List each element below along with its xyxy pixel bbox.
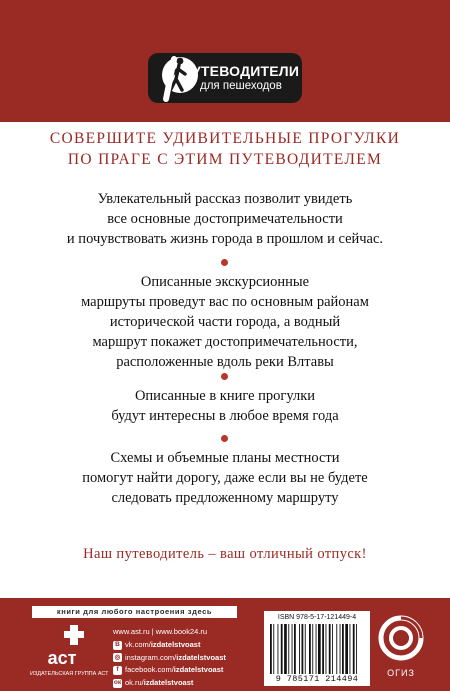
barcode-bar [278,624,279,674]
publisher-links [113,626,226,690]
social-link-vk[interactable] [113,639,226,652]
social-handle: izdatelstvoast [143,678,194,688]
facebook-icon: f [113,666,122,675]
barcode-bar [350,624,351,674]
barcode-bar [312,624,313,674]
paragraph-line: и почувствовать жизнь города в прошлом и сейчас. [66,231,384,247]
series-subtitle: для пешеходов [200,80,282,92]
barcode-bar [292,624,293,674]
social-handle: izdatelstvoast [150,639,201,649]
barcode-bar [340,624,341,674]
paragraph-line: Описанные экскурсионные [140,274,310,290]
paragraph-line: будут интересны в любое время года [111,408,339,424]
barcode-bar [318,624,321,674]
barcode-bar [326,624,327,674]
paragraph-line: маршруты проведут вас по основным районам [81,294,369,310]
barcode-bar [332,624,333,674]
barcode-box [264,611,370,686]
barcode-bar [284,624,287,674]
barcode-bar [316,624,317,674]
headline-line: ПО ПРАГЕ С ЭТИМ ПУТЕВОДИТЕЛЕМ [67,151,383,168]
bullet-dot [221,373,228,380]
sites-link[interactable] [113,626,226,639]
social-link-ok[interactable] [113,677,226,690]
sites-text: www.ast.ru | www.book24.ru [113,627,208,636]
ogiz-logo [378,615,424,661]
series-logo [148,53,302,103]
paragraph-line: помогут найти дорогу, даже если вы не будете [82,470,368,486]
description-paragraph [0,386,450,426]
social-prefix: instagram.com/ [125,652,177,662]
imprint-name: ОГИЗ [387,668,415,678]
barcode-bar [273,624,274,674]
paragraph-line: Увлекательный рассказ позволит увидеть [97,191,353,207]
social-prefix: facebook.com/ [125,665,174,675]
paragraph-line: Схемы и объемные планы местности [110,450,340,466]
barcode-bar [309,624,311,674]
ast-logo-text: аст [47,648,77,667]
description-paragraph [0,272,450,372]
description-paragraph [0,189,450,249]
headline-line: СОВЕРШИТЕ УДИВИТЕЛЬНЫЕ ПРОГУЛКИ [49,130,401,147]
social-link-instagram[interactable] [113,652,226,665]
paragraph-line: Описанные в книге прогулки [134,388,316,404]
social-prefix: vk.com/ [125,639,151,649]
barcode-bar [329,624,331,674]
series-title: УТЕВОДИТЕЛИ [192,63,300,79]
paragraph-line: следовать предложенному маршруту [111,490,339,506]
isbn-text: ISBN 978-5-17-121449-4 [277,614,357,621]
social-prefix: ok.ru/ [125,678,144,688]
barcode-bar [288,624,289,674]
barcode-bar [299,624,300,674]
headline [0,128,450,170]
barcode-bar [294,624,296,674]
paragraph-line: маршрут покажет достопримечательности, [92,334,358,350]
paragraph-line: исторической части города, а водный [109,314,341,330]
social-handle: izdatelstvoast [176,652,226,662]
paragraph-line: расположенные вдоль реки Влтавы [116,354,334,370]
barcode-bar [336,624,337,674]
instagram-icon: ◎ [114,653,121,661]
paragraph-line: все основные достопримечательности [107,211,343,227]
publisher-name: ИЗДАТЕЛЬСКАЯ ГРУППА АСТ [30,671,109,677]
ean-number: 9 785171 214494 [275,674,359,684]
social-link-facebook[interactable] [113,664,226,677]
social-handle: izdatelstvoast [173,665,224,675]
barcode-bar [356,624,357,674]
barcode-bar [342,624,344,674]
barcode-bar [270,624,272,674]
slogan: Наш путеводитель – ваш отличный отпуск! [83,546,367,562]
barcode-bar [305,624,306,674]
odnoklassniki-icon: ок [113,679,122,687]
barcode-bar [281,624,283,674]
bullet-dot [221,435,228,442]
barcode-icon [270,624,364,674]
barcode-bar [322,624,324,674]
description-paragraph [0,448,450,508]
ast-publisher-logo [40,623,90,667]
barcode-bar [345,624,348,674]
footer-tagline: книги для любого настроения здесь [32,606,237,618]
barcode-bar [353,624,355,674]
barcode-bar [302,624,304,674]
bullet-dot [221,259,228,266]
vk-icon: В [113,641,122,650]
